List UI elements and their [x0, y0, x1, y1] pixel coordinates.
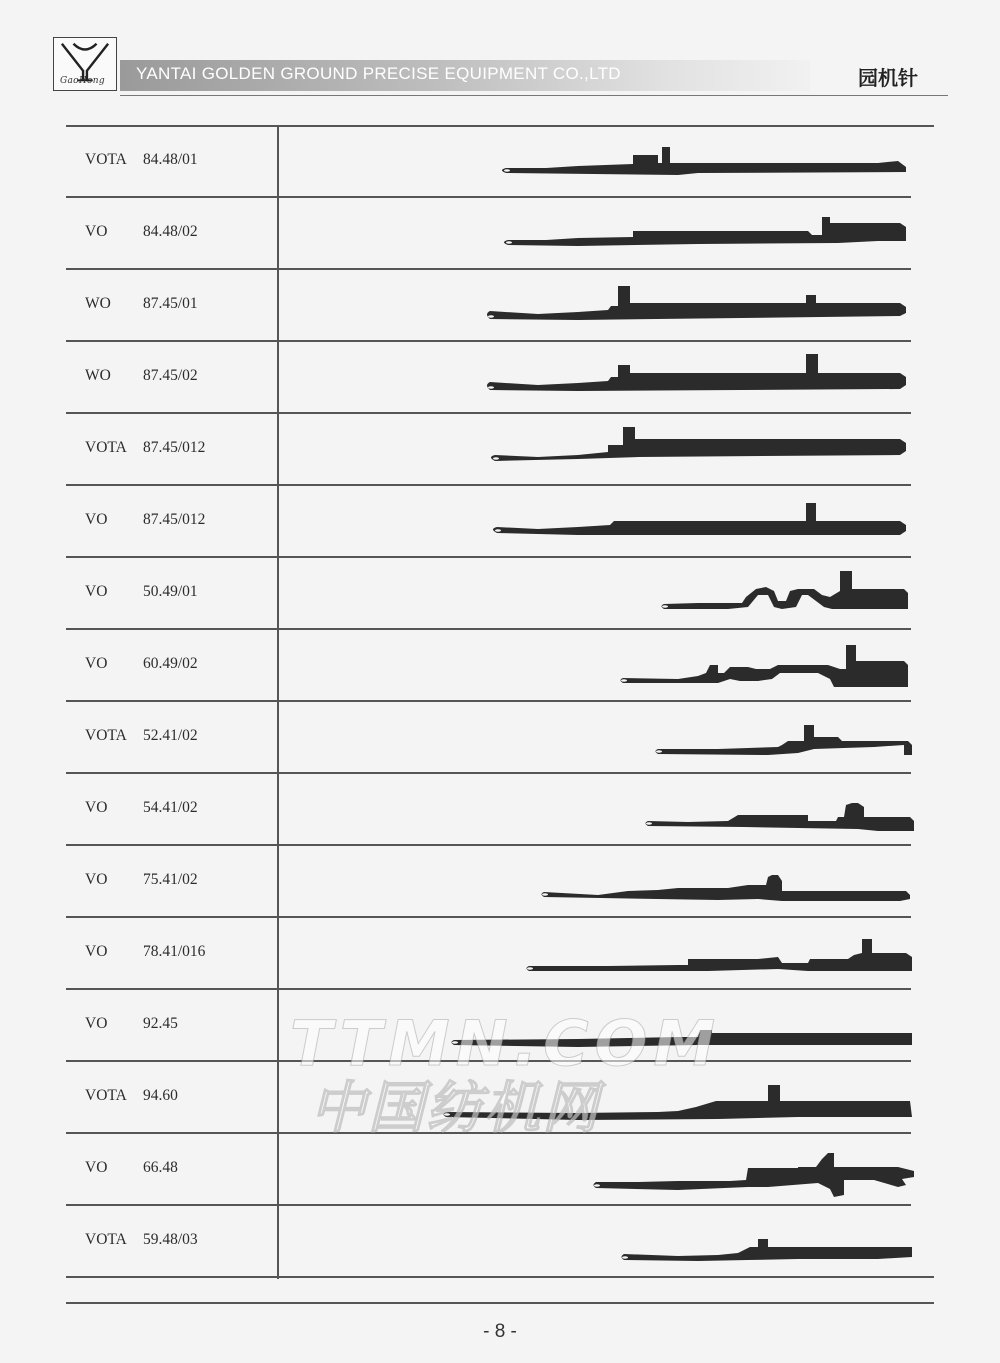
needle-code: [85, 871, 198, 889]
needle-type: VOTA: [85, 1087, 127, 1104]
needle-silhouette: [278, 1061, 934, 1133]
needle-code: [85, 367, 198, 385]
footer-divider: [66, 1302, 934, 1304]
needle-code: [85, 1087, 178, 1105]
section-title: 园机针: [858, 66, 918, 90]
needle-code: [85, 1231, 198, 1249]
needle-eye: [488, 386, 494, 388]
needle-eye: [594, 1184, 600, 1186]
needle-code: [85, 223, 198, 241]
needle-row: [66, 701, 934, 773]
needle-eye: [506, 241, 512, 243]
needle-eye: [646, 822, 652, 824]
needle-code: [85, 1015, 178, 1033]
needle-eye: [504, 169, 510, 171]
needle-shape: [656, 725, 913, 755]
page-number: - 8 -: [483, 1321, 517, 1342]
needle-shape: [527, 939, 913, 971]
needle-type: VOTA: [85, 1231, 127, 1248]
needle-number: 87.45/012: [143, 511, 206, 528]
needle-type: VO: [85, 943, 108, 960]
needle-silhouette: [278, 413, 934, 485]
needle-number: 66.48: [143, 1159, 178, 1176]
needle-type: VO: [85, 871, 108, 888]
needle-number: 59.48/03: [143, 1231, 198, 1248]
watermark-site-name: 中国纺机网: [310, 1076, 600, 1141]
needle-silhouette: [278, 197, 934, 269]
needle-row: [66, 1061, 934, 1133]
needle-row: [66, 917, 934, 989]
needle-eye: [452, 1041, 458, 1043]
needle-code: [85, 151, 198, 169]
needle-shape: [646, 803, 915, 831]
needle-number: 75.41/02: [143, 871, 198, 888]
needle-row: [66, 197, 934, 269]
needle-silhouette: [278, 269, 934, 341]
needle-code: [85, 583, 198, 601]
company-logo: [53, 37, 117, 91]
needle-shape: [594, 1153, 915, 1197]
needle-silhouette: [278, 557, 934, 629]
watermark-url: TTMN.COM: [290, 1007, 722, 1080]
needle-number: 52.41/02: [143, 727, 198, 744]
needle-type: VOTA: [85, 151, 127, 168]
needle-row: [66, 557, 934, 629]
needle-eye: [493, 457, 499, 459]
needle-code: [85, 295, 198, 313]
needle-eye: [622, 1256, 628, 1258]
needle-number: 84.48/02: [143, 223, 198, 240]
needle-shape: [622, 1239, 913, 1261]
needle-silhouette: [278, 341, 934, 413]
needle-shape: [504, 217, 906, 246]
needle-table: [66, 125, 934, 1279]
needle-row: [66, 773, 934, 845]
needle-eye: [527, 967, 533, 969]
needle-type: VO: [85, 583, 108, 600]
needle-type: WO: [85, 295, 111, 312]
needle-type: VO: [85, 799, 108, 816]
needle-type: VO: [85, 511, 108, 528]
needle-silhouette: [278, 917, 934, 989]
needle-eye: [488, 315, 494, 317]
needle-shape: [452, 1030, 913, 1047]
needle-silhouette: [278, 773, 934, 845]
needle-silhouette: [278, 125, 934, 197]
needle-eye: [444, 1113, 450, 1115]
needle-code: [85, 511, 205, 529]
needle-number: 84.48/01: [143, 151, 198, 168]
needle-number: 87.45/012: [143, 439, 206, 456]
needle-row: [66, 341, 934, 413]
needle-code: [85, 439, 205, 457]
needle-code: [85, 943, 205, 961]
needle-row: [66, 1205, 934, 1277]
needle-type: VO: [85, 223, 108, 240]
needle-shape: [493, 503, 906, 535]
needle-row: [66, 629, 934, 701]
needle-code: [85, 655, 198, 673]
needle-shape: [491, 427, 906, 461]
needle-shape: [502, 147, 906, 175]
needle-type: VO: [85, 1159, 108, 1176]
needle-shape: [542, 875, 911, 901]
needle-type: VO: [85, 1015, 108, 1032]
needle-eye: [656, 750, 662, 752]
needle-type: VOTA: [85, 727, 127, 744]
needle-shape: [621, 645, 909, 687]
needle-type: VOTA: [85, 439, 127, 456]
needle-row: [66, 485, 934, 557]
needle-silhouette: [278, 1133, 934, 1205]
needle-silhouette: [278, 845, 934, 917]
needle-row: [66, 845, 934, 917]
needle-number: 60.49/02: [143, 655, 198, 672]
needle-eye: [662, 605, 668, 607]
needle-row: [66, 989, 934, 1061]
needle-number: 54.41/02: [143, 799, 198, 816]
needle-type: WO: [85, 367, 111, 384]
needle-eye: [621, 679, 627, 681]
company-name: YANTAI GOLDEN GROUND PRECISE EQUIPMENT CO.,LTD: [136, 64, 621, 83]
needle-number: 92.45: [143, 1015, 178, 1032]
needle-code: [85, 1159, 178, 1177]
needle-number: 87.45/01: [143, 295, 198, 312]
header-divider: [120, 95, 948, 96]
needle-silhouette: [278, 629, 934, 701]
needle-number: 78.41/016: [143, 943, 206, 960]
needle-silhouette: [278, 1205, 934, 1277]
needle-row: [66, 1133, 934, 1205]
needle-type: VO: [85, 655, 108, 672]
needle-row: [66, 413, 934, 485]
needle-eye: [542, 893, 548, 895]
needle-shape: [444, 1085, 913, 1120]
needle-silhouette: [278, 701, 934, 773]
needle-shape: [662, 571, 909, 609]
needle-number: 94.60: [143, 1087, 178, 1104]
needle-code: [85, 727, 198, 745]
needle-row: [66, 269, 934, 341]
needle-eye: [495, 529, 501, 531]
needle-code: [85, 799, 198, 817]
needle-shape: [487, 286, 906, 320]
logo-text: GaoHong: [60, 76, 105, 86]
needle-shape: [487, 354, 906, 391]
needle-silhouette: [278, 485, 934, 557]
needle-number: 87.45/02: [143, 367, 198, 384]
needle-silhouette: [278, 989, 934, 1061]
needle-number: 50.49/01: [143, 583, 198, 600]
needle-row: [66, 125, 934, 197]
